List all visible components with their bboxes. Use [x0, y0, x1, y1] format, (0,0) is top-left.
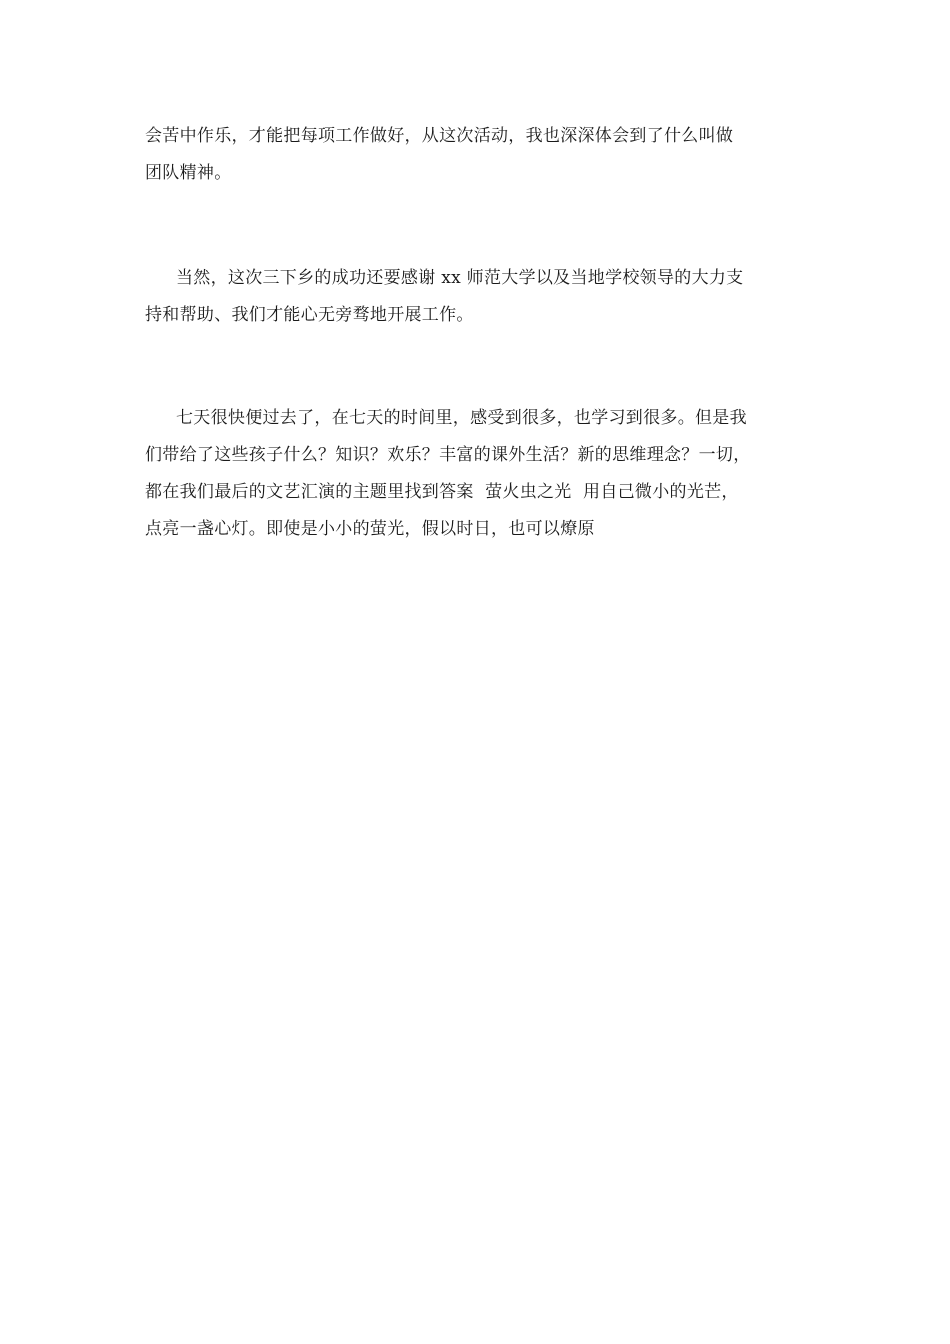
paragraph-3-line-2: 们带给了这些孩子什么？知识？欢乐？丰富的课外生活？新的思维理念？一切，: [145, 445, 751, 465]
paragraph-3-line-1: 七天很快便过去了，在七天的时间里，感受到很多，也学习到很多。但是我: [176, 408, 747, 428]
paragraph-3-line-4: 点亮一盏心灯。即使是小小的萤光，假以时日，也可以燎原: [145, 519, 595, 539]
paragraph-2-line-1: 当然，这次三下乡的成功还要感谢 xx 师范大学以及当地学校领导的大力支: [176, 268, 744, 288]
paragraph-1-line-1: 会苦中作乐，才能把每项工作做好，从这次活动，我也深深体会到了什么叫做: [145, 126, 734, 146]
paragraph-2-line-2: 持和帮助、我们才能心无旁骛地开展工作。: [145, 305, 474, 325]
paragraph-3-line-3: 都在我们最后的文艺汇演的主题里找到答案 萤火虫之光 用自己微小的光芒，: [145, 482, 739, 502]
paragraph-1-line-2: 团队精神。: [145, 163, 232, 183]
